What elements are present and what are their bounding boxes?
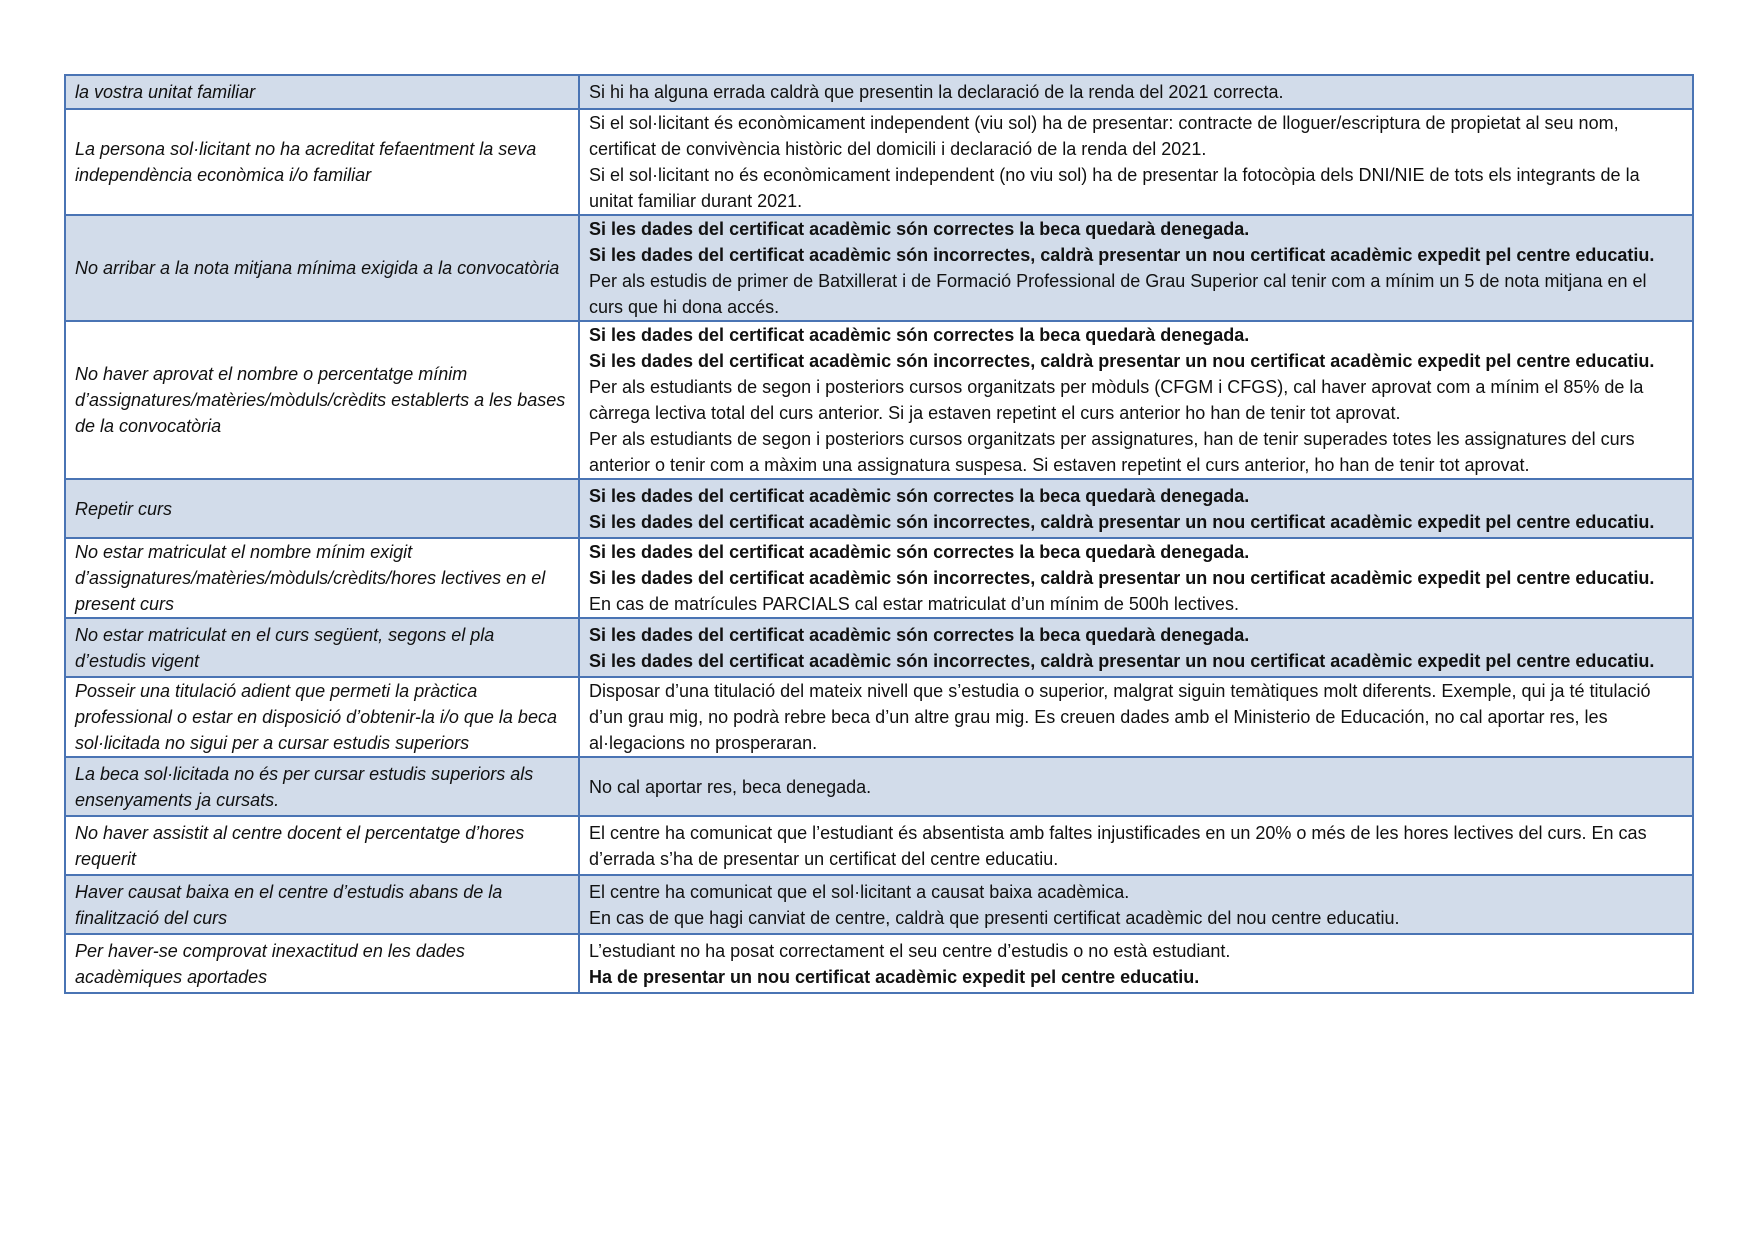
explanation-cell: [579, 75, 1693, 109]
criterion-cell: La persona sol·licitant no ha acreditat fefaentment la seva independència econòmica i/o familiar: [65, 109, 579, 215]
table-row: [65, 757, 1693, 816]
criterion-cell: La beca sol·licitada no és per cursar estudis superiors als ensenyaments ja cursats.: [65, 757, 579, 816]
table-row: [65, 75, 1693, 109]
explanation-line: En cas de matrícules PARCIALS cal estar matriculat d’un mínim de 500h lectives.: [589, 594, 1239, 614]
table-row: [65, 934, 1693, 993]
explanation-bold-line: Ha de presentar un nou certificat acadèmic expedit pel centre educatiu.: [589, 966, 1200, 987]
table-row: [65, 816, 1693, 875]
explanation-cell: [579, 109, 1693, 215]
explanation-bold-line: Si les dades del certificat acadèmic són incorrectes, caldrà presentar un nou certificat acadèmic expedit pel centre educatiu.: [589, 351, 1655, 371]
explanation-cell: [579, 538, 1693, 618]
criterion-cell: No haver assistit al centre docent el percentatge d’hores requerit: [65, 816, 579, 875]
explanation-bold-line: Si les dades del certificat acadèmic són incorrectes, caldrà presentar un nou certificat acadèmic expedit pel centre educatiu.: [589, 511, 1655, 532]
table-row: [65, 538, 1693, 618]
criterion-cell: Repetir curs: [65, 479, 579, 538]
criterion-cell: No estar matriculat en el curs següent, segons el pla d’estudis vigent: [65, 618, 579, 677]
explanation-cell: [579, 934, 1693, 993]
explanation-bold-line: Si les dades del certificat acadèmic són incorrectes, caldrà presentar un nou certificat acadèmic expedit pel centre educatiu.: [589, 568, 1655, 588]
explanation-bold-line: Si les dades del certificat acadèmic són correctes la beca quedarà denegada.: [589, 325, 1250, 345]
criterion-cell: No estar matriculat el nombre mínim exigit d’assignatures/matèries/mòduls/crèdits/hores lectives en el present curs: [65, 538, 579, 618]
explanation-line: L’estudiant no ha posat correctament el seu centre d’estudis o no està estudiant.: [589, 940, 1231, 961]
table-row: [65, 479, 1693, 538]
explanation-bold-line: Si les dades del certificat acadèmic són correctes la beca quedarà denegada.: [589, 542, 1250, 562]
explanation-bold-line: Si les dades del certificat acadèmic són incorrectes, caldrà presentar un nou certificat acadèmic expedit pel centre educatiu.: [589, 650, 1655, 671]
explanation-cell: [579, 816, 1693, 875]
explanation-line: No cal aportar res, beca denegada.: [589, 776, 872, 797]
table-row: [65, 618, 1693, 677]
explanation-cell: [579, 618, 1693, 677]
explanation-cell: [579, 479, 1693, 538]
explanation-line: En cas de que hagi canviat de centre, caldrà que presenti certificat acadèmic del nou centre educatiu.: [589, 907, 1400, 928]
explanation-bold-line: Si les dades del certificat acadèmic són correctes la beca quedarà denegada.: [589, 219, 1250, 239]
explanation-line: Per als estudiants de segon i posteriors cursos organitzats per assignatures, han de tenir superades totes les assignatures del curs anterior o tenir com a màxim una assignatura suspesa. Si estaven repetint el curs anterior, ho han de tenir tot aprovat.: [589, 429, 1635, 475]
explanation-line: El centre ha comunicat que el sol·licitant a causat baixa acadèmica.: [589, 881, 1130, 902]
criterion-cell: Posseir una titulació adient que permeti la pràctica professional o estar en disposició d’obtenir-la i/o que la beca sol·licitada no sigui per a cursar estudis superiors: [65, 677, 579, 757]
explanation-cell: [579, 321, 1693, 479]
explanation-line: Si hi ha alguna errada caldrà que presentin la declaració de la renda del 2021 correcta.: [589, 82, 1284, 102]
explanation-line: Disposar d’una titulació del mateix nivell que s’estudia o superior, malgrat siguin temàtiques molt diferents. Exemple, qui ja té titulació d’un grau mig, no podrà rebre beca d’un altre grau mig. Es creuen dades amb el Ministerio de Educación, no cal aportar res, les al·legacions no prosperaran.: [589, 681, 1651, 753]
denial-reasons-table: [64, 74, 1694, 994]
explanation-cell: [579, 677, 1693, 757]
table-row: [65, 215, 1693, 321]
explanation-bold-line: Si les dades del certificat acadèmic són correctes la beca quedarà denegada.: [589, 485, 1250, 506]
criterion-cell: No arribar a la nota mitjana mínima exigida a la convocatòria: [65, 215, 579, 321]
table-body: [65, 75, 1693, 993]
explanation-line: El centre ha comunicat que l’estudiant és absentista amb faltes injustificades en un 20% o més de les hores lectives del curs. En cas d’errada s’ha de presentar un certificat del centre educatiu.: [589, 822, 1647, 869]
criterion-cell: Per haver-se comprovat inexactitud en les dades acadèmiques aportades: [65, 934, 579, 993]
table-row: [65, 875, 1693, 934]
explanation-cell: [579, 757, 1693, 816]
explanation-bold-line: Si les dades del certificat acadèmic són incorrectes, caldrà presentar un nou certificat acadèmic expedit pel centre educatiu.: [589, 245, 1655, 265]
table-row: [65, 677, 1693, 757]
explanation-cell: [579, 215, 1693, 321]
explanation-line: Si el sol·licitant no és econòmicament independent (no viu sol) ha de presentar la fotocòpia dels DNI/NIE de tots els integrants de la unitat familiar durant 2021.: [589, 165, 1640, 211]
explanation-line: Per als estudiants de segon i posteriors cursos organitzats per mòduls (CFGM i CFGS), cal haver aprovat com a mínim el 85% de la càrrega lectiva total del curs anterior. Si ja estaven repetint el curs anterior ho han de tenir tot aprovat.: [589, 377, 1644, 423]
table-row: [65, 109, 1693, 215]
table-row: [65, 321, 1693, 479]
criterion-cell: Haver causat baixa en el centre d’estudis abans de la finalització del curs: [65, 875, 579, 934]
explanation-bold-line: Si les dades del certificat acadèmic són correctes la beca quedarà denegada.: [589, 624, 1250, 645]
explanation-line: Si el sol·licitant és econòmicament independent (viu sol) ha de presentar: contracte de lloguer/escriptura de propietat al seu nom, certificat de convivència històric del domicili i declaració de la renda del 2021.: [589, 113, 1619, 159]
criterion-cell: la vostra unitat familiar: [65, 75, 579, 109]
criterion-cell: No haver aprovat el nombre o percentatge mínim d’assignatures/matèries/mòduls/crèdits establerts a les bases de la convocatòria: [65, 321, 579, 479]
explanation-cell: [579, 875, 1693, 934]
explanation-line: Per als estudis de primer de Batxillerat i de Formació Professional de Grau Superior cal tenir com a mínim un 5 de nota mitjana en el curs que hi dona accés.: [589, 271, 1647, 317]
